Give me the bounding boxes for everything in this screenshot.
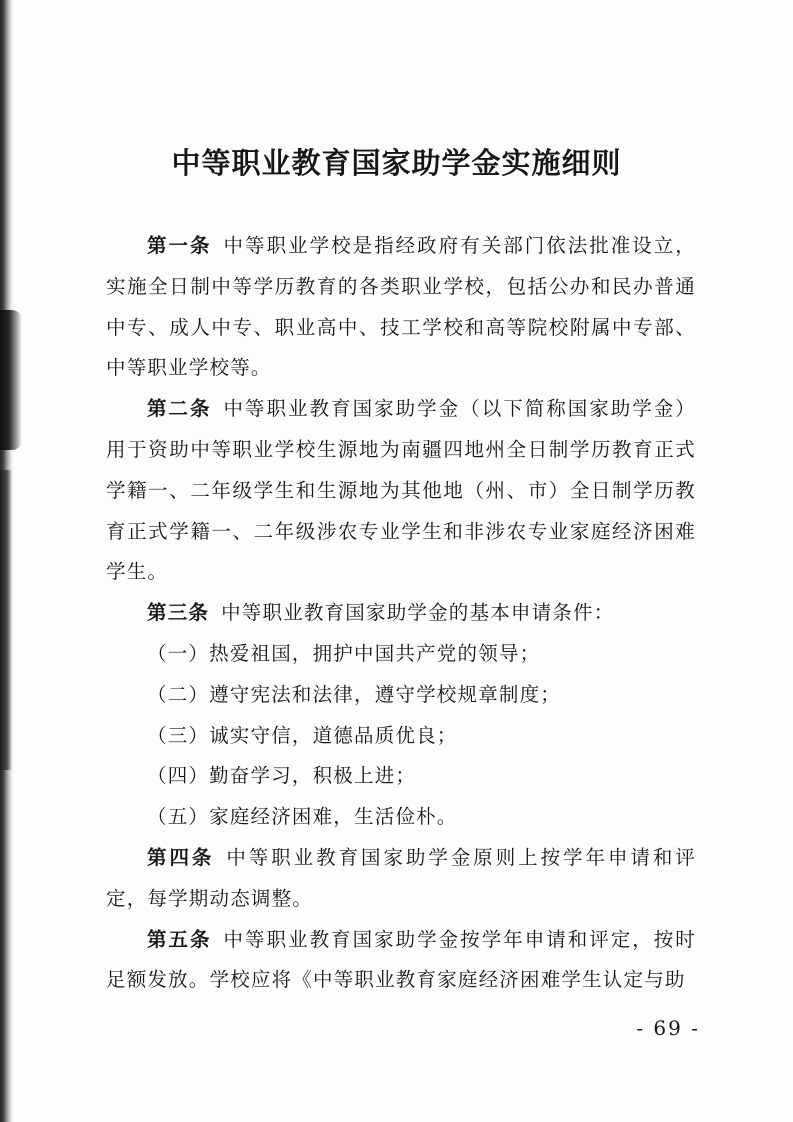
condition-item: （一）热爱祖国，拥护中国共产党的领导； bbox=[147, 641, 541, 665]
article-heading: 第一条 bbox=[147, 234, 212, 257]
article-2 bbox=[106, 389, 696, 593]
condition-item: （四）勤奋学习，积极上进； bbox=[147, 764, 417, 788]
scan-binding-mark bbox=[0, 310, 22, 450]
scan-binding-mark bbox=[0, 470, 12, 770]
article-text: 中等职业教育国家助学金原则上按学年申请和评定，每学期动态调整。 bbox=[106, 845, 696, 910]
article-text: 中等职业教育国家助学金的基本申请条件： bbox=[221, 601, 615, 625]
article-text: 中等职业教育国家助学金（以下简称国家助学金）用于资助中等职业学校生源地为南疆四地州全日制学历教育正式学籍一、二年级学生和生源地为其他地（州、市）全日制学历教育正式学籍一、二年级涉农专业学生和非涉农专业家庭经济困难学生。 bbox=[106, 397, 696, 584]
document-body bbox=[106, 226, 696, 1001]
page-number: - 69 - bbox=[636, 1016, 700, 1040]
article-heading: 第五条 bbox=[147, 927, 212, 951]
document-title: 中等职业教育国家助学金实施细则 bbox=[171, 146, 622, 180]
article-5 bbox=[106, 920, 696, 1002]
condition-item: （五）家庭经济困难，生活俭朴。 bbox=[147, 805, 458, 829]
article-4 bbox=[106, 838, 696, 920]
article-heading: 第四条 bbox=[147, 845, 215, 869]
condition-item: （三）诚实守信，道德品质优良； bbox=[147, 723, 458, 747]
article-heading: 第二条 bbox=[147, 397, 212, 421]
article-heading: 第三条 bbox=[147, 601, 210, 625]
article-text: 中等职业教育国家助学金按学年申请和评定，按时足额发放。学校应将《中等职业教育家庭经济困难学生认定与助 bbox=[106, 927, 696, 992]
article-1 bbox=[106, 226, 696, 389]
article-3 bbox=[106, 593, 696, 634]
article-text: 中等职业学校是指经政府有关部门依法批准设立，实施全日制中等学历教育的各类职业学校，包括公办和民办普通中专、成人中专、职业高中、技工学校和高等院校附属中专部、中等职业学校等。 bbox=[106, 234, 696, 380]
condition-item: （二）遵守宪法和法律，遵守学校规章制度； bbox=[147, 682, 562, 706]
